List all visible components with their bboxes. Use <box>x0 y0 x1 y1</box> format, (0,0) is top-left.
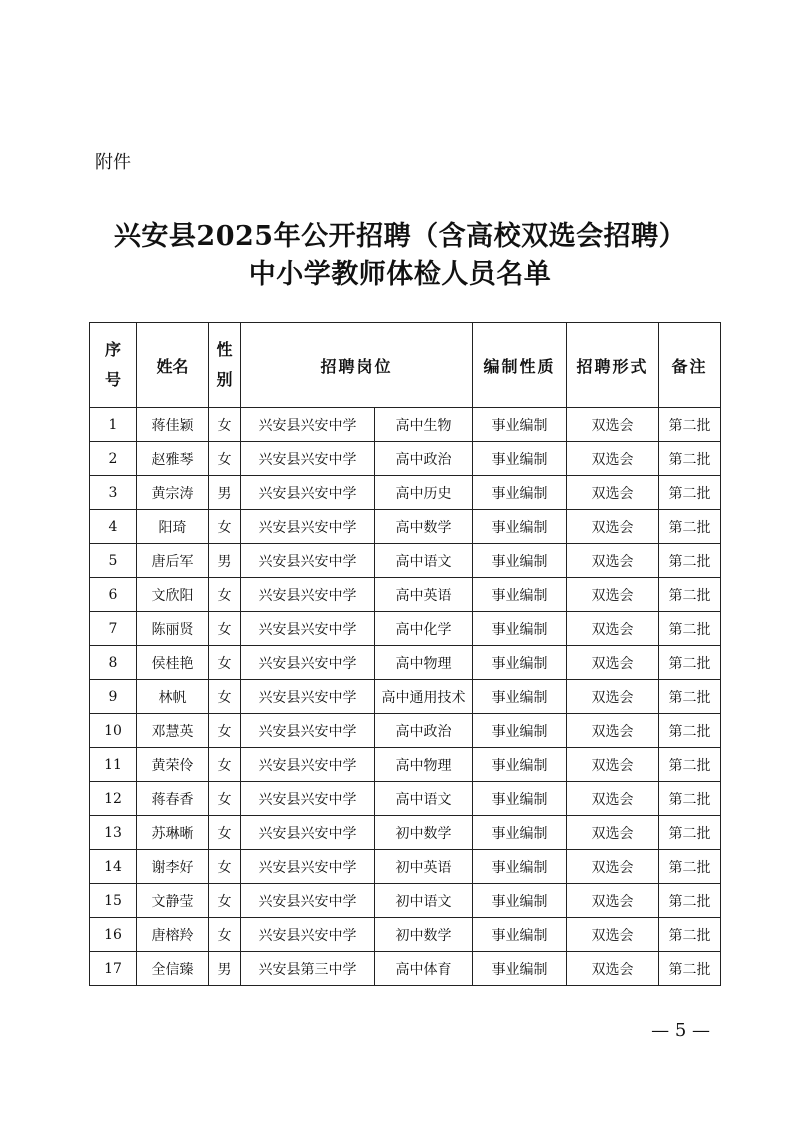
cell-school: 兴安县兴安中学 <box>241 442 375 476</box>
cell-school: 兴安县兴安中学 <box>241 748 375 782</box>
cell-staffing: 事业编制 <box>473 816 567 850</box>
cell-no: 16 <box>90 918 137 952</box>
cell-school: 兴安县兴安中学 <box>241 816 375 850</box>
cell-method: 双选会 <box>567 578 659 612</box>
cell-school: 兴安县兴安中学 <box>241 544 375 578</box>
cell-gender: 女 <box>209 408 241 442</box>
cell-staffing: 事业编制 <box>473 918 567 952</box>
document-title-line2: 中小学教师体检人员名单 <box>248 259 552 290</box>
cell-gender: 女 <box>209 646 241 680</box>
cell-batch: 第二批 <box>659 748 721 782</box>
cell-method: 双选会 <box>567 510 659 544</box>
table-row <box>90 408 721 442</box>
cell-name: 蒋春香 <box>137 782 209 816</box>
table-row <box>90 714 721 748</box>
table-row <box>90 578 721 612</box>
cell-name: 谢李好 <box>137 850 209 884</box>
cell-batch: 第二批 <box>659 646 721 680</box>
table-row <box>90 884 721 918</box>
cell-staffing: 事业编制 <box>473 884 567 918</box>
header-gender: 性别 <box>209 323 241 408</box>
table-row <box>90 680 721 714</box>
cell-name: 黄宗涛 <box>137 476 209 510</box>
cell-staffing: 事业编制 <box>473 578 567 612</box>
header-row <box>90 323 721 408</box>
cell-staffing: 事业编制 <box>473 952 567 986</box>
cell-name: 阳琦 <box>137 510 209 544</box>
cell-staffing: 事业编制 <box>473 748 567 782</box>
cell-batch: 第二批 <box>659 544 721 578</box>
cell-name: 文欣阳 <box>137 578 209 612</box>
cell-staffing: 事业编制 <box>473 782 567 816</box>
table-row <box>90 510 721 544</box>
cell-subject: 初中数学 <box>375 918 473 952</box>
cell-subject: 高中物理 <box>375 748 473 782</box>
cell-name: 邓慧英 <box>137 714 209 748</box>
header-index: 序号 <box>90 323 137 408</box>
cell-gender: 女 <box>209 578 241 612</box>
table-row <box>90 612 721 646</box>
cell-gender: 女 <box>209 714 241 748</box>
cell-subject: 高中英语 <box>375 578 473 612</box>
cell-staffing: 事业编制 <box>473 408 567 442</box>
cell-method: 双选会 <box>567 612 659 646</box>
cell-school: 兴安县兴安中学 <box>241 646 375 680</box>
cell-name: 唐后军 <box>137 544 209 578</box>
cell-name: 全信臻 <box>137 952 209 986</box>
cell-method: 双选会 <box>567 408 659 442</box>
cell-method: 双选会 <box>567 476 659 510</box>
cell-subject: 高中历史 <box>375 476 473 510</box>
table-row <box>90 816 721 850</box>
table-row <box>90 782 721 816</box>
cell-batch: 第二批 <box>659 714 721 748</box>
cell-method: 双选会 <box>567 442 659 476</box>
cell-batch: 第二批 <box>659 680 721 714</box>
cell-name: 侯桂艳 <box>137 646 209 680</box>
table-row <box>90 748 721 782</box>
cell-school: 兴安县兴安中学 <box>241 612 375 646</box>
cell-batch: 第二批 <box>659 408 721 442</box>
cell-batch: 第二批 <box>659 612 721 646</box>
header-staffing: 编制性质 <box>473 323 567 408</box>
cell-subject: 初中语文 <box>375 884 473 918</box>
cell-name: 唐榕羚 <box>137 918 209 952</box>
table-row <box>90 850 721 884</box>
cell-school: 兴安县兴安中学 <box>241 918 375 952</box>
cell-no: 14 <box>90 850 137 884</box>
cell-method: 双选会 <box>567 680 659 714</box>
cell-no: 3 <box>90 476 137 510</box>
cell-no: 8 <box>90 646 137 680</box>
cell-school: 兴安县兴安中学 <box>241 850 375 884</box>
cell-gender: 女 <box>209 612 241 646</box>
cell-name: 赵雅琴 <box>137 442 209 476</box>
cell-name: 黄荣伶 <box>137 748 209 782</box>
cell-staffing: 事业编制 <box>473 442 567 476</box>
cell-subject: 高中语文 <box>375 544 473 578</box>
cell-no: 9 <box>90 680 137 714</box>
cell-method: 双选会 <box>567 918 659 952</box>
cell-subject: 高中政治 <box>375 442 473 476</box>
cell-method: 双选会 <box>567 646 659 680</box>
cell-subject: 高中化学 <box>375 612 473 646</box>
cell-staffing: 事业编制 <box>473 476 567 510</box>
cell-gender: 女 <box>209 850 241 884</box>
cell-no: 10 <box>90 714 137 748</box>
cell-batch: 第二批 <box>659 782 721 816</box>
cell-staffing: 事业编制 <box>473 680 567 714</box>
cell-batch: 第二批 <box>659 884 721 918</box>
cell-method: 双选会 <box>567 544 659 578</box>
cell-gender: 男 <box>209 952 241 986</box>
table-row <box>90 952 721 986</box>
cell-staffing: 事业编制 <box>473 510 567 544</box>
cell-staffing: 事业编制 <box>473 714 567 748</box>
table-row <box>90 544 721 578</box>
cell-gender: 女 <box>209 816 241 850</box>
cell-staffing: 事业编制 <box>473 612 567 646</box>
cell-name: 苏琳晰 <box>137 816 209 850</box>
document-title-line1: 兴安县2025年公开招聘（含高校双选会招聘） <box>113 221 687 252</box>
cell-name: 文静莹 <box>137 884 209 918</box>
cell-gender: 女 <box>209 748 241 782</box>
cell-batch: 第二批 <box>659 476 721 510</box>
table-row <box>90 646 721 680</box>
cell-gender: 男 <box>209 544 241 578</box>
cell-subject: 高中语文 <box>375 782 473 816</box>
cell-no: 7 <box>90 612 137 646</box>
cell-school: 兴安县兴安中学 <box>241 680 375 714</box>
cell-gender: 女 <box>209 442 241 476</box>
cell-no: 13 <box>90 816 137 850</box>
cell-school: 兴安县兴安中学 <box>241 884 375 918</box>
cell-staffing: 事业编制 <box>473 850 567 884</box>
cell-method: 双选会 <box>567 952 659 986</box>
cell-batch: 第二批 <box>659 442 721 476</box>
cell-subject: 高中通用技术 <box>375 680 473 714</box>
cell-school: 兴安县兴安中学 <box>241 782 375 816</box>
cell-no: 11 <box>90 748 137 782</box>
cell-school: 兴安县兴安中学 <box>241 510 375 544</box>
cell-school: 兴安县兴安中学 <box>241 476 375 510</box>
cell-no: 4 <box>90 510 137 544</box>
cell-subject: 高中生物 <box>375 408 473 442</box>
cell-staffing: 事业编制 <box>473 646 567 680</box>
cell-gender: 女 <box>209 782 241 816</box>
cell-subject: 初中英语 <box>375 850 473 884</box>
cell-name: 蒋佳颖 <box>137 408 209 442</box>
cell-batch: 第二批 <box>659 918 721 952</box>
cell-subject: 高中政治 <box>375 714 473 748</box>
roster-table <box>89 322 721 986</box>
attachment-label: 附件 <box>95 152 131 173</box>
table-row <box>90 476 721 510</box>
cell-batch: 第二批 <box>659 510 721 544</box>
table-row <box>90 918 721 952</box>
cell-batch: 第二批 <box>659 952 721 986</box>
cell-method: 双选会 <box>567 816 659 850</box>
cell-no: 12 <box>90 782 137 816</box>
cell-method: 双选会 <box>567 714 659 748</box>
cell-method: 双选会 <box>567 782 659 816</box>
cell-subject: 高中物理 <box>375 646 473 680</box>
header-remarks: 备注 <box>659 323 721 408</box>
cell-staffing: 事业编制 <box>473 544 567 578</box>
cell-school: 兴安县第三中学 <box>241 952 375 986</box>
cell-gender: 女 <box>209 680 241 714</box>
cell-gender: 女 <box>209 918 241 952</box>
page-number: — 5 — <box>651 1020 710 1041</box>
cell-no: 6 <box>90 578 137 612</box>
cell-gender: 女 <box>209 510 241 544</box>
header-method: 招聘形式 <box>567 323 659 408</box>
cell-batch: 第二批 <box>659 816 721 850</box>
cell-method: 双选会 <box>567 884 659 918</box>
cell-school: 兴安县兴安中学 <box>241 408 375 442</box>
cell-no: 1 <box>90 408 137 442</box>
cell-subject: 高中数学 <box>375 510 473 544</box>
cell-batch: 第二批 <box>659 850 721 884</box>
cell-batch: 第二批 <box>659 578 721 612</box>
cell-school: 兴安县兴安中学 <box>241 578 375 612</box>
cell-no: 5 <box>90 544 137 578</box>
cell-name: 林帆 <box>137 680 209 714</box>
cell-no: 2 <box>90 442 137 476</box>
cell-subject: 初中数学 <box>375 816 473 850</box>
header-name: 姓名 <box>137 323 209 408</box>
cell-name: 陈丽贤 <box>137 612 209 646</box>
header-position: 招聘岗位 <box>241 323 473 408</box>
cell-gender: 女 <box>209 884 241 918</box>
cell-subject: 高中体育 <box>375 952 473 986</box>
cell-no: 15 <box>90 884 137 918</box>
cell-gender: 男 <box>209 476 241 510</box>
roster-body <box>90 408 721 986</box>
cell-school: 兴安县兴安中学 <box>241 714 375 748</box>
cell-no: 17 <box>90 952 137 986</box>
cell-method: 双选会 <box>567 748 659 782</box>
cell-method: 双选会 <box>567 850 659 884</box>
table-row <box>90 442 721 476</box>
